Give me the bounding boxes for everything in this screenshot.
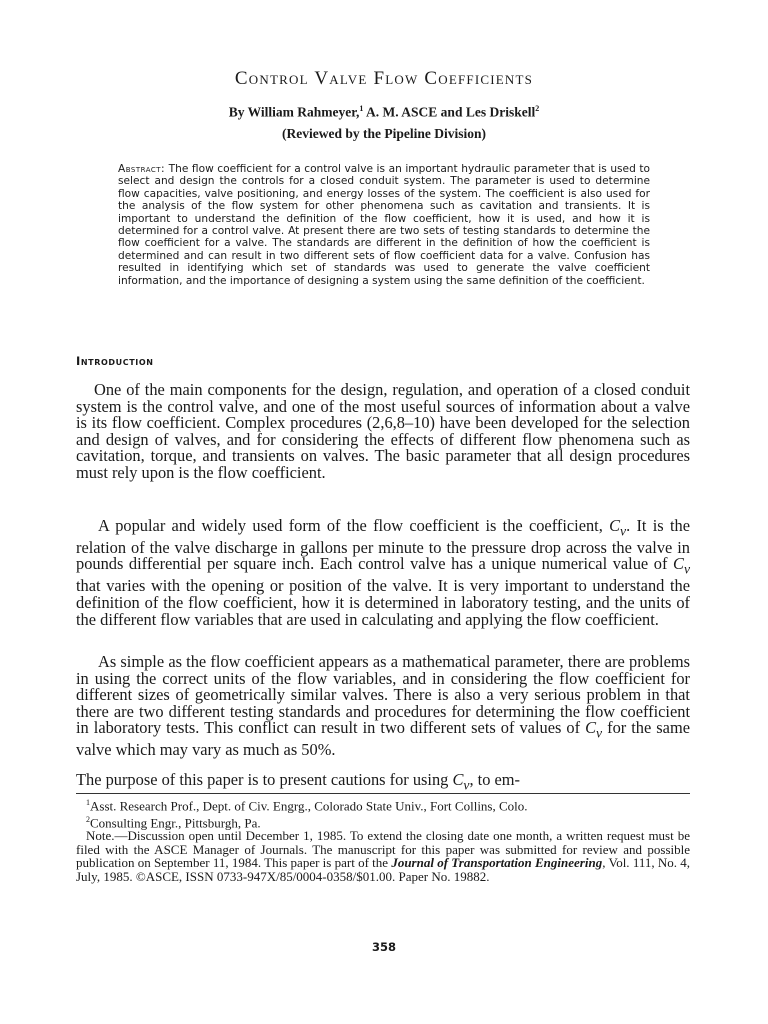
body-paragraph-4 xyxy=(76,772,690,794)
abstract-text: The flow coefficient for a control valve is an important hydraulic parameter that is used to select and design the controls for a closed conduit system. The parameter is used to determine flow capacities, valve positioning, and energy losses of the system. The coefficient is also used for the analysis of the flow system for other phenomena such as cavitation and transients. It is important to understand the definition of the flow coefficient, how it is used, and how it is determined for a control valve. At present there are two sets of testing standards to determine the flow coefficient for a valve. The standards are different in the definition of how the coefficient is determined and can result in two different sets of flow coefficient data for a valve. Confusion has resulted in identifying which set of standards was used to generate the valve coefficient information, and the importance of designing a system using the same definition of the coefficient. xyxy=(118,163,650,287)
author-byline xyxy=(0,104,768,121)
cv-symbol: $C_v$ xyxy=(585,718,603,741)
body-paragraph-1: One of the main components for the design, regulation, and operation of a closed conduit system is the control valve, and one of the most useful sources of information about a valve is its flow coefficient. Complex procedures (2,6,8–10) have been developed for the selection and design of valves, and for considering the effects of different flow phenomena such as cavitation, torque, and transients on valves. The basic parameter that all design procedures must rely upon is the flow coefficient. xyxy=(76,380,690,482)
author-name-1: By William Rahmeyer, xyxy=(228,104,360,120)
paragraph-2-text-a: A popular and widely used form of the flow coefficient is the coefficient, xyxy=(98,516,610,535)
paper-title: Control Valve Flow Coefficients xyxy=(234,68,534,89)
paragraph-3-text-b: for the same valve which may vary as much as 50%. xyxy=(76,718,690,760)
abstract-label: Abstract: xyxy=(118,163,166,175)
footnote-1: $^1$Asst. Research Prof., Dept. of Civ. Engrg., Colorado State Univ., Fort Collins, Colo. xyxy=(86,798,528,814)
paragraph-4-text-b: , to em- xyxy=(469,770,520,789)
footnote-marker-2: 2 xyxy=(535,104,540,113)
author-name-2: A. M. ASCE and Les Driskell xyxy=(363,104,536,120)
paragraph-3-text-a: As simple as the flow coefficient appears as a mathematical parameter, there are problems in using the correct units of the flow variables, and in considering the flow coefficient for different sizes of geometrically similar valves. There is also a very serious problem in that there are two different testing standards and procedures for determining the flow coefficient in laboratory tests. This conflict can result in two different sets of values of xyxy=(76,652,690,738)
paragraph-2-text-b: . It is the relation of the valve discharge in gallons per minute to the pressure drop across the valve in pounds differential per square inch. Each control valve has a unique numerical value of xyxy=(76,516,690,574)
cv-symbol: $C_v$ xyxy=(609,516,627,539)
cv-symbol: $C_v$ xyxy=(452,770,470,793)
paragraph-4-text-a: The purpose of this paper is to present cautions for using xyxy=(76,770,453,789)
journal-name: Journal of Transportation Engineering xyxy=(391,855,603,871)
abstract xyxy=(118,163,650,287)
body-paragraph-3 xyxy=(76,654,690,759)
paragraph-2-text-c: that varies with the opening or position of the valve. It is very important to understand the definition of the flow coefficient, how it is determined in laboratory testing, and the units of the different flow variables that are used in calculating and applying the flow coefficient. xyxy=(76,576,690,629)
cv-symbol: $C_v$ xyxy=(673,554,690,577)
footnote-divider xyxy=(76,793,690,794)
footnote-2: $^2$Consulting Engr., Pittsburgh, Pa. xyxy=(86,814,261,831)
footnote-marker-1: 1 xyxy=(359,104,364,113)
discussion-note: Note.—Discussion open until December 1, 1985. To extend the closing date one month, a written request must be filed with the ASCE Manager of Journals. The manuscript for this paper was submitted for review and possible publication on September 11, 1984. This paper is part of the Journal of Transportation Engineering, Vol. 111, No. 4, July, 1985. ©ASCE, ISSN 0733-947X/85/0004-0358/$01.00. Paper No. 19882. xyxy=(76,828,691,884)
page-number: 358 xyxy=(371,940,396,954)
footnotes xyxy=(76,796,690,883)
section-heading-introduction: Introduction xyxy=(76,354,154,368)
review-note: (Reviewed by the Pipeline Division) xyxy=(282,126,486,141)
body-paragraph-2 xyxy=(76,518,690,628)
